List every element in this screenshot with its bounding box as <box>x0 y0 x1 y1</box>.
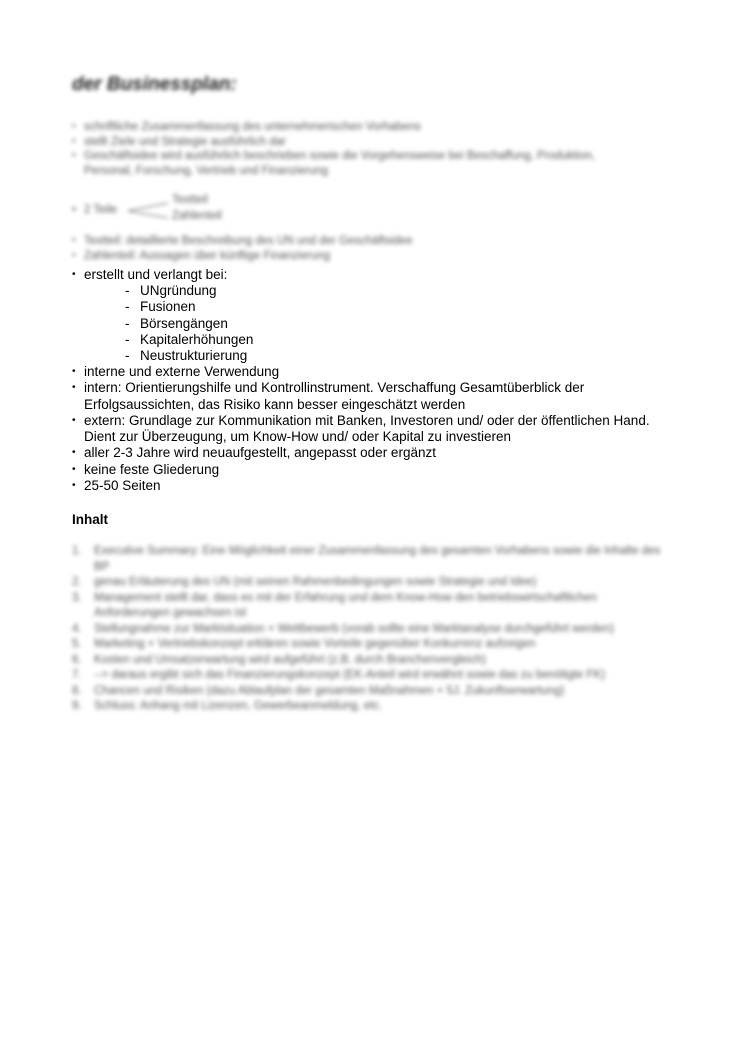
item-number: 8. <box>72 684 82 697</box>
numbered-item <box>72 684 672 700</box>
list-item: • Zahlenteil: Aussagen über künftige Finanzierung <box>72 249 642 264</box>
numbered-item <box>72 653 672 669</box>
item-text: genau Erläuterung des UN (mit seinen Rahmenbedingungen sowie Strategie und Idee) <box>94 576 537 588</box>
item-text: Management stellt dar, dass es mit der Erfahrung und dem Know-How den betriebswirtschaftlichen Anforderungen gewachsen ist <box>94 591 598 619</box>
item-number: 2. <box>72 576 82 588</box>
numbered-item <box>72 668 672 684</box>
blurred-bullet-list-mid <box>72 234 642 263</box>
item-text: Chancen und Risiken (dazu Ablaufplan der gesamten Maßnahmen + 5J. Zukunftserwartung) <box>94 684 565 697</box>
item-number: 4. <box>72 622 82 635</box>
list-item: • keine feste Gliederung <box>72 462 672 478</box>
list-item: • intern: Orientierungshilfe und Kontrollinstrument. Verschaffung Gesamtüberblick der Erfolgsaussichten, das Risiko kann besser eingeschätzt werden <box>72 380 672 413</box>
list-item: • schriftliche Zusammenfassung des unternehmerischen Vorhabens <box>72 120 642 135</box>
item-text: Schluss: Anhang mit Lizenzen, Gewerbeanmeldung, etc. <box>94 700 383 712</box>
list-item: • extern: Grundlage zur Kommunikation mit Banken, Investoren und/ oder der öffentlichen Hand. Dient zur Überzeugung, um Know-How und/ oder Kapital zu investieren <box>72 413 672 446</box>
section-heading-inhalt: Inhalt <box>72 512 108 527</box>
list-item: • Geschäftsidee wird ausführlich beschrieben sowie die Vorgehensweise bei Beschaffung, Produktion, Personal, Forschung, Vertrieb und Finanzierung <box>72 149 642 178</box>
page-title: der Businessplan: <box>72 74 237 95</box>
item-number: 6. <box>72 653 82 666</box>
item-number: 9. <box>72 700 82 712</box>
sub-list-item: - UNgründung <box>125 283 253 299</box>
sub-list-item: - Neustrukturierung <box>125 348 253 364</box>
list-item: • interne und externe Verwendung <box>72 364 672 380</box>
two-parts-label: 2 Teile <box>84 204 118 216</box>
item-text: Kosten und Umsatzerwartung wird aufgeführt (z.B. durch Branchenvergleich) <box>94 653 486 666</box>
list-item: • stellt Ziele und Strategie ausführlich dar <box>72 135 642 150</box>
item-number: 3. <box>72 591 82 604</box>
numbered-item <box>72 699 672 715</box>
bullet-list-created <box>72 267 692 283</box>
numbered-item <box>72 544 672 575</box>
item-text: Stellungnahme zur Marktsituation + Wettbewerb (vorab sollte eine Marktanalyse durchgeführt werden) <box>94 622 614 635</box>
numbered-item <box>72 622 672 638</box>
sub-list-item: - Fusionen <box>125 299 253 315</box>
bullet-list-main <box>72 364 672 494</box>
numbered-item <box>72 637 672 653</box>
part-textteil: Textteil <box>172 194 208 206</box>
item-number: 7. <box>72 669 82 681</box>
item-text: Executive Summary: Eine Möglichkeit einer Zusammenfassung des gesamten Vorhabens sowie die Inhalte des BP <box>94 545 661 573</box>
sub-list <box>125 283 253 364</box>
blurred-bullet-list-top <box>72 120 642 178</box>
list-item: • 25-50 Seiten <box>72 478 672 494</box>
document-page: der Businessplan: • schriftliche Zusammenfassung des unternehmerischen Vorhabens • stellt Ziele und Strategie ausführlich dar • Geschäftsidee wird ausführlich beschrieben sowie die Vorgehensweise bei Beschaffung, Produktion, Personal, Forschung, Vertrieb und Finanzierung • 2 Teile Textteil Zahlenteil • Textteil: detaillierte Beschreibung des UN und der Geschäftsidee • Zahlenteil: Aussagen über künftige Finanzierung • erstellt und verlangt bei: - UNgründung - Fusionen - Börsengängen - Kapitalerhöhungen - Neustrukturierung • interne und externe Verwendung • intern: Orientierungshilfe und Kontrollinstrument. Verschaffung Gesamtüberblick der Erfolgsaussichten, das Risiko kann besser eingeschätzt werden • extern: Grundlage zur Kommunikation mit Banken, Investoren und/ oder der öffentlichen Hand. Dient zur Überzeugung, um Know-How und/ oder Kapital zu investieren • aller 2-3 Jahre wird neuaufgestellt, angepasst oder ergänzt • keine feste Gliederung • 25-50 Seiten Inhalt 1. Executive Summary: Eine Möglichkeit einer Zusammenfassung des gesamten Vorhabens sowie die Inhalte des BP 2. genau Erläuterung des UN (mit seinen Rahmenbedingungen sowie Strategie und Idee) 3. Management stellt dar, dass es mit der Erfahrung und dem Know-How den betriebswirtschaftlichen Anforderungen gewachsen ist 4. Stellungnahme zur Marktsituation + Wettbewerb (vorab sollte eine Marktanalyse durchgeführt werden) 5. Marketing + Vertriebskonzept erklären sowie Vorteile gegenüber Konkurrenz aufzeigen 6. Kosten und Umsatzerwartung wird aufgeführt (z.B. durch Branchenvergleich) 7. --> daraus ergibt sich das Finanzierungskonzept (EK-Anteil wird erwähnt sowie das zu benötigte FK) 8. Chancen und Risiken (dazu Ablaufplan der gesamten Maßnahmen + 5J. Zukunftserwartung) 9. Schluss: Anhang mit Lizenzen, Gewerbeanmeldung, etc. <box>0 0 750 1059</box>
branch-lines <box>128 201 174 223</box>
item-text: Marketing + Vertriebskonzept erklären sowie Vorteile gegenüber Konkurrenz aufzeigen <box>94 638 536 650</box>
item-number: 1. <box>72 545 82 557</box>
numbered-item <box>72 575 672 591</box>
list-item: • aller 2-3 Jahre wird neuaufgestellt, angepasst oder ergänzt <box>72 445 672 461</box>
list-item: • Textteil: detaillierte Beschreibung des UN und der Geschäftsidee <box>72 234 642 249</box>
sub-list-item: - Börsengängen <box>125 316 253 332</box>
content-numbered-list <box>72 544 672 715</box>
part-zahlenteil: Zahlenteil <box>172 210 222 222</box>
numbered-item <box>72 591 672 622</box>
sub-list-item: - Kapitalerhöhungen <box>125 332 253 348</box>
item-number: 5. <box>72 638 82 650</box>
list-item: • erstellt und verlangt bei: <box>72 267 692 283</box>
item-text: --> daraus ergibt sich das Finanzierungskonzept (EK-Anteil wird erwähnt sowie das zu benötigte FK) <box>94 669 606 681</box>
